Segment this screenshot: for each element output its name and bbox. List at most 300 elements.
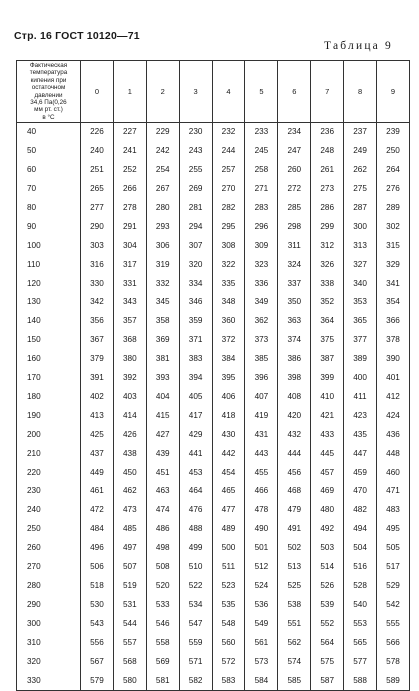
table-cell: 407 xyxy=(245,388,278,407)
table-cell: 523 xyxy=(212,577,245,596)
row-temperature: 280 xyxy=(17,577,81,596)
table-cell: 479 xyxy=(278,501,311,520)
table-cell: 386 xyxy=(278,350,311,369)
table-cell: 277 xyxy=(81,199,114,218)
table-cell: 513 xyxy=(278,558,311,577)
table-cell: 557 xyxy=(113,634,146,653)
table-cell: 548 xyxy=(212,615,245,634)
row-temperature: 190 xyxy=(17,407,81,426)
table-cell: 282 xyxy=(212,199,245,218)
table-cell: 356 xyxy=(81,312,114,331)
table-cell: 580 xyxy=(113,672,146,691)
table-cell: 463 xyxy=(146,482,179,501)
table-cell: 406 xyxy=(212,388,245,407)
table-cell: 561 xyxy=(245,634,278,653)
page-header: Стр. 16 ГОСТ 10120—71 xyxy=(14,30,140,42)
table-cell: 425 xyxy=(81,426,114,445)
table-cell: 306 xyxy=(146,237,179,256)
row-temperature: 230 xyxy=(17,482,81,501)
table-cell: 335 xyxy=(212,275,245,294)
table-cell: 528 xyxy=(344,577,377,596)
table-cell: 415 xyxy=(146,407,179,426)
table-cell: 411 xyxy=(344,388,377,407)
table-cell: 427 xyxy=(146,426,179,445)
table-cell: 558 xyxy=(146,634,179,653)
table-cell: 295 xyxy=(212,218,245,237)
table-cell: 504 xyxy=(344,539,377,558)
row-temperature: 120 xyxy=(17,275,81,294)
table-cell: 227 xyxy=(113,123,146,142)
table-row xyxy=(17,482,410,501)
table-cell: 232 xyxy=(212,123,245,142)
table-cell: 575 xyxy=(311,653,344,672)
table-cell: 480 xyxy=(311,501,344,520)
table-cell: 530 xyxy=(81,596,114,615)
table-cell: 366 xyxy=(377,312,410,331)
table-cell: 400 xyxy=(344,369,377,388)
table-cell: 552 xyxy=(311,615,344,634)
table-row xyxy=(17,520,410,539)
table-cell: 465 xyxy=(212,482,245,501)
row-temperature: 50 xyxy=(17,142,81,161)
table-cell: 343 xyxy=(113,293,146,312)
row-temperature: 270 xyxy=(17,558,81,577)
row-temperature: 220 xyxy=(17,464,81,483)
table-cell: 421 xyxy=(311,407,344,426)
table-cell: 300 xyxy=(344,218,377,237)
table-cell: 419 xyxy=(245,407,278,426)
table-cell: 240 xyxy=(81,142,114,161)
table-cell: 285 xyxy=(278,199,311,218)
table-row xyxy=(17,161,410,180)
table-cell: 398 xyxy=(278,369,311,388)
table-cell: 353 xyxy=(344,293,377,312)
table-cell: 490 xyxy=(245,520,278,539)
table-cell: 395 xyxy=(212,369,245,388)
table-cell: 433 xyxy=(311,426,344,445)
table-cell: 424 xyxy=(377,407,410,426)
table-cell: 381 xyxy=(146,350,179,369)
table-cell: 501 xyxy=(245,539,278,558)
table-cell: 437 xyxy=(81,445,114,464)
table-row xyxy=(17,350,410,369)
table-row xyxy=(17,596,410,615)
table-cell: 248 xyxy=(311,142,344,161)
table-cell: 324 xyxy=(278,256,311,275)
table-row xyxy=(17,501,410,520)
table-cell: 373 xyxy=(245,331,278,350)
table-cell: 378 xyxy=(377,331,410,350)
table-cell: 414 xyxy=(113,407,146,426)
row-temperature: 110 xyxy=(17,256,81,275)
table-cell: 444 xyxy=(278,445,311,464)
row-temperature: 200 xyxy=(17,426,81,445)
row-temperature: 260 xyxy=(17,539,81,558)
table-cell: 359 xyxy=(179,312,212,331)
column-header: 8 xyxy=(344,61,377,123)
row-temperature: 100 xyxy=(17,237,81,256)
table-cell: 559 xyxy=(179,634,212,653)
table-cell: 234 xyxy=(278,123,311,142)
table-cell: 577 xyxy=(344,653,377,672)
table-cell: 363 xyxy=(278,312,311,331)
table-cell: 478 xyxy=(245,501,278,520)
table-cell: 260 xyxy=(278,161,311,180)
table-cell: 244 xyxy=(212,142,245,161)
table-cell: 270 xyxy=(212,180,245,199)
table-cell: 245 xyxy=(245,142,278,161)
table-cell: 233 xyxy=(245,123,278,142)
table-cell: 579 xyxy=(81,672,114,691)
column-header: 5 xyxy=(245,61,278,123)
table-cell: 334 xyxy=(179,275,212,294)
table-cell: 466 xyxy=(245,482,278,501)
table-cell: 455 xyxy=(245,464,278,483)
table-cell: 337 xyxy=(278,275,311,294)
table-cell: 546 xyxy=(146,615,179,634)
table-cell: 489 xyxy=(212,520,245,539)
table-cell: 298 xyxy=(278,218,311,237)
table-cell: 393 xyxy=(146,369,179,388)
column-header: 1 xyxy=(113,61,146,123)
row-temperature: 60 xyxy=(17,161,81,180)
table-cell: 560 xyxy=(212,634,245,653)
table-cell: 267 xyxy=(146,180,179,199)
table-cell: 302 xyxy=(377,218,410,237)
table-cell: 367 xyxy=(81,331,114,350)
table-cell: 291 xyxy=(113,218,146,237)
table-cell: 431 xyxy=(245,426,278,445)
row-temperature: 290 xyxy=(17,596,81,615)
row-temperature: 210 xyxy=(17,445,81,464)
table-row xyxy=(17,672,410,691)
table-row xyxy=(17,539,410,558)
table-cell: 418 xyxy=(212,407,245,426)
table-cell: 348 xyxy=(212,293,245,312)
table-cell: 553 xyxy=(344,615,377,634)
table-cell: 468 xyxy=(278,482,311,501)
table-cell: 564 xyxy=(311,634,344,653)
table-cell: 572 xyxy=(212,653,245,672)
table-cell: 303 xyxy=(81,237,114,256)
table-cell: 326 xyxy=(311,256,344,275)
table-cell: 320 xyxy=(179,256,212,275)
row-temperature: 170 xyxy=(17,369,81,388)
table-cell: 354 xyxy=(377,293,410,312)
table-cell: 255 xyxy=(179,161,212,180)
table-cell: 517 xyxy=(377,558,410,577)
table-cell: 341 xyxy=(377,275,410,294)
table-cell: 569 xyxy=(146,653,179,672)
table-cell: 500 xyxy=(212,539,245,558)
table-cell: 568 xyxy=(113,653,146,672)
table-cell: 502 xyxy=(278,539,311,558)
table-row xyxy=(17,218,410,237)
table-cell: 518 xyxy=(81,577,114,596)
table-cell: 350 xyxy=(278,293,311,312)
table-cell: 358 xyxy=(146,312,179,331)
table-cell: 525 xyxy=(278,577,311,596)
table-cell: 391 xyxy=(81,369,114,388)
table-cell: 401 xyxy=(377,369,410,388)
table-cell: 242 xyxy=(146,142,179,161)
table-cell: 375 xyxy=(311,331,344,350)
table-cell: 396 xyxy=(245,369,278,388)
table-cell: 539 xyxy=(311,596,344,615)
table-row xyxy=(17,256,410,275)
table-row xyxy=(17,237,410,256)
table-cell: 315 xyxy=(377,237,410,256)
column-header: 3 xyxy=(179,61,212,123)
table-cell: 352 xyxy=(311,293,344,312)
table-cell: 460 xyxy=(377,464,410,483)
table-cell: 547 xyxy=(179,615,212,634)
table-cell: 506 xyxy=(81,558,114,577)
table-cell: 258 xyxy=(245,161,278,180)
table-cell: 254 xyxy=(146,161,179,180)
column-header: 9 xyxy=(377,61,410,123)
table-cell: 371 xyxy=(179,331,212,350)
table-cell: 384 xyxy=(212,350,245,369)
table-cell: 472 xyxy=(81,501,114,520)
table-cell: 519 xyxy=(113,577,146,596)
row-temperature: 70 xyxy=(17,180,81,199)
table-cell: 453 xyxy=(179,464,212,483)
table-cell: 495 xyxy=(377,520,410,539)
table-cell: 304 xyxy=(113,237,146,256)
table-cell: 383 xyxy=(179,350,212,369)
table-cell: 399 xyxy=(311,369,344,388)
table-cell: 507 xyxy=(113,558,146,577)
table-cell: 272 xyxy=(278,180,311,199)
table-cell: 451 xyxy=(146,464,179,483)
table-cell: 488 xyxy=(179,520,212,539)
table-cell: 469 xyxy=(311,482,344,501)
row-temperature: 140 xyxy=(17,312,81,331)
row-temperature: 240 xyxy=(17,501,81,520)
table-cell: 336 xyxy=(245,275,278,294)
table-cell: 307 xyxy=(179,237,212,256)
table-cell: 503 xyxy=(311,539,344,558)
table-cell: 265 xyxy=(81,180,114,199)
table-cell: 408 xyxy=(278,388,311,407)
table-cell: 317 xyxy=(113,256,146,275)
table-cell: 505 xyxy=(377,539,410,558)
table-cell: 229 xyxy=(146,123,179,142)
table-cell: 578 xyxy=(377,653,410,672)
table-cell: 526 xyxy=(311,577,344,596)
table-cell: 294 xyxy=(179,218,212,237)
table-cell: 556 xyxy=(81,634,114,653)
table-cell: 439 xyxy=(146,445,179,464)
table-cell: 496 xyxy=(81,539,114,558)
table-row xyxy=(17,615,410,634)
table-cell: 555 xyxy=(377,615,410,634)
table-cell: 338 xyxy=(311,275,344,294)
table-cell: 442 xyxy=(212,445,245,464)
row-temperature: 180 xyxy=(17,388,81,407)
stub-header-line: 34,6 Па(0,26 xyxy=(30,99,67,107)
table-cell: 565 xyxy=(344,634,377,653)
table-cell: 491 xyxy=(278,520,311,539)
table-cell: 404 xyxy=(146,388,179,407)
column-header: 4 xyxy=(212,61,245,123)
table-cell: 471 xyxy=(377,482,410,501)
table-cell: 331 xyxy=(113,275,146,294)
table-body xyxy=(17,123,410,691)
table-cell: 462 xyxy=(113,482,146,501)
table-cell: 450 xyxy=(113,464,146,483)
table-cell: 473 xyxy=(113,501,146,520)
table-cell: 499 xyxy=(179,539,212,558)
table-row xyxy=(17,634,410,653)
table-cell: 449 xyxy=(81,464,114,483)
table-cell: 372 xyxy=(212,331,245,350)
table-cell: 498 xyxy=(146,539,179,558)
table-row xyxy=(17,199,410,218)
table-cell: 410 xyxy=(311,388,344,407)
table-cell: 368 xyxy=(113,331,146,350)
table-cell: 289 xyxy=(377,199,410,218)
stub-header-line: кипения при xyxy=(30,76,67,84)
table-cell: 573 xyxy=(245,653,278,672)
table-cell: 319 xyxy=(146,256,179,275)
table-cell: 309 xyxy=(245,237,278,256)
table-cell: 457 xyxy=(311,464,344,483)
table-cell: 529 xyxy=(377,577,410,596)
stub-header-line: в °С xyxy=(42,113,55,121)
table-cell: 230 xyxy=(179,123,212,142)
table-cell: 531 xyxy=(113,596,146,615)
table-cell: 585 xyxy=(278,672,311,691)
table-cell: 461 xyxy=(81,482,114,501)
table-cell: 456 xyxy=(278,464,311,483)
table-cell: 441 xyxy=(179,445,212,464)
column-header: 2 xyxy=(146,61,179,123)
table-cell: 362 xyxy=(245,312,278,331)
table-cell: 296 xyxy=(245,218,278,237)
table-header-row xyxy=(17,61,410,123)
table-cell: 423 xyxy=(344,407,377,426)
stub-header-line: остаточном xyxy=(31,84,66,92)
table-cell: 540 xyxy=(344,596,377,615)
table-cell: 430 xyxy=(212,426,245,445)
table-cell: 380 xyxy=(113,350,146,369)
table-cell: 536 xyxy=(245,596,278,615)
row-temperature: 310 xyxy=(17,634,81,653)
table-cell: 349 xyxy=(245,293,278,312)
table-cell: 342 xyxy=(81,293,114,312)
table-cell: 346 xyxy=(179,293,212,312)
table-cell: 447 xyxy=(344,445,377,464)
table-row xyxy=(17,577,410,596)
table-cell: 273 xyxy=(311,180,344,199)
table-cell: 390 xyxy=(377,350,410,369)
stub-header-line: мм рт. ст.) xyxy=(34,106,63,114)
temperature-conversion-table xyxy=(16,60,410,691)
table-container xyxy=(16,60,410,691)
table-title: Таблица 9 xyxy=(324,40,393,52)
table-cell: 322 xyxy=(212,256,245,275)
table-cell: 436 xyxy=(377,426,410,445)
table-cell: 534 xyxy=(179,596,212,615)
table-cell: 316 xyxy=(81,256,114,275)
table-cell: 413 xyxy=(81,407,114,426)
table-cell: 369 xyxy=(146,331,179,350)
table-cell: 533 xyxy=(146,596,179,615)
table-cell: 364 xyxy=(311,312,344,331)
table-cell: 281 xyxy=(179,199,212,218)
table-cell: 583 xyxy=(212,672,245,691)
table-cell: 276 xyxy=(377,180,410,199)
table-row xyxy=(17,388,410,407)
table-cell: 587 xyxy=(311,672,344,691)
table-cell: 251 xyxy=(81,161,114,180)
table-cell: 492 xyxy=(311,520,344,539)
table-cell: 266 xyxy=(113,180,146,199)
table-cell: 332 xyxy=(146,275,179,294)
table-cell: 261 xyxy=(311,161,344,180)
table-cell: 508 xyxy=(146,558,179,577)
table-cell: 264 xyxy=(377,161,410,180)
table-cell: 464 xyxy=(179,482,212,501)
table-cell: 360 xyxy=(212,312,245,331)
table-cell: 574 xyxy=(278,653,311,672)
table-cell: 236 xyxy=(311,123,344,142)
table-cell: 543 xyxy=(81,615,114,634)
row-temperature: 320 xyxy=(17,653,81,672)
table-cell: 544 xyxy=(113,615,146,634)
table-row xyxy=(17,312,410,331)
table-cell: 257 xyxy=(212,161,245,180)
table-cell: 522 xyxy=(179,577,212,596)
table-cell: 514 xyxy=(311,558,344,577)
table-cell: 403 xyxy=(113,388,146,407)
table-cell: 394 xyxy=(179,369,212,388)
column-header: 7 xyxy=(311,61,344,123)
table-cell: 454 xyxy=(212,464,245,483)
table-cell: 486 xyxy=(146,520,179,539)
table-cell: 426 xyxy=(113,426,146,445)
table-cell: 485 xyxy=(113,520,146,539)
stub-header-line: температура xyxy=(29,69,68,77)
table-cell: 432 xyxy=(278,426,311,445)
table-cell: 582 xyxy=(179,672,212,691)
table-cell: 313 xyxy=(344,237,377,256)
table-cell: 571 xyxy=(179,653,212,672)
table-cell: 271 xyxy=(245,180,278,199)
table-cell: 494 xyxy=(344,520,377,539)
row-temperature: 80 xyxy=(17,199,81,218)
table-row xyxy=(17,331,410,350)
column-header: 0 xyxy=(81,61,114,123)
table-cell: 323 xyxy=(245,256,278,275)
table-row xyxy=(17,445,410,464)
table-cell: 482 xyxy=(344,501,377,520)
table-cell: 290 xyxy=(81,218,114,237)
table-cell: 510 xyxy=(179,558,212,577)
table-cell: 365 xyxy=(344,312,377,331)
stub-header xyxy=(17,61,81,123)
table-row xyxy=(17,369,410,388)
table-cell: 374 xyxy=(278,331,311,350)
table-cell: 241 xyxy=(113,142,146,161)
table-cell: 417 xyxy=(179,407,212,426)
row-temperature: 90 xyxy=(17,218,81,237)
table-cell: 581 xyxy=(146,672,179,691)
row-temperature: 250 xyxy=(17,520,81,539)
table-cell: 330 xyxy=(81,275,114,294)
